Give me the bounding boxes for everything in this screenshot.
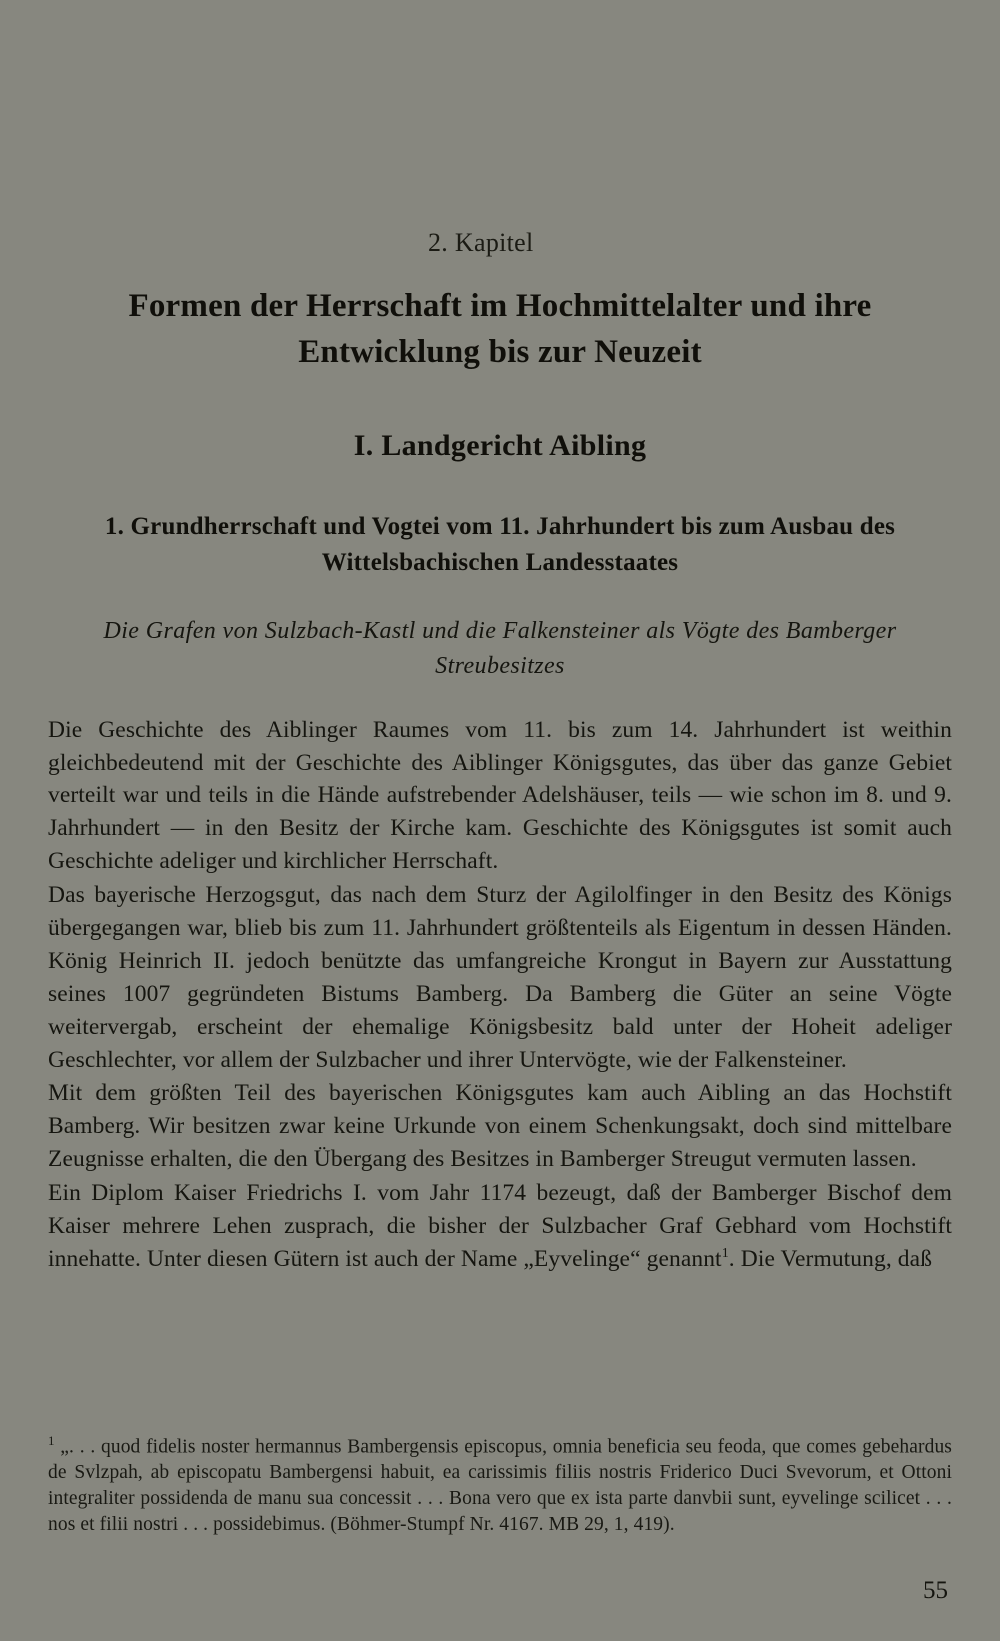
chapter-title: Formen der Herrschaft im Hochmittelalter und ihre Entwicklung bis zur Neuzeit xyxy=(128,288,872,370)
paragraph-4-text-continued: . Die Vermutung, daß xyxy=(728,1245,933,1272)
paragraph-4-text: Ein Diplom Kaiser Friedrichs I. vom Jahr 1174 bezeugt, daß der Bamberger Bischof dem Kaiser mehrere Lehen zusprach, die bisher der Sulzbacher Graf Gebhard vom Hochstift innehatte. Unter diesen Gütern ist auch der Name „Eyvelinge“ genannt xyxy=(48,1180,952,1272)
page-content xyxy=(48,228,952,1276)
section-title: I. Landgericht Aibling xyxy=(353,429,647,463)
italic-subheading: Die Grafen von Sulzbach-Kastl und die Falkensteiner als Vögte des Bamberger Streubesitzes xyxy=(103,618,897,679)
footnote-marker: 1 xyxy=(48,1433,55,1448)
footnote-block xyxy=(48,1432,952,1537)
page-number: 55 xyxy=(923,1577,948,1604)
footnote-text: „. . . quod fidelis noster hermannus Bambergensis episcopus, omnia beneficia seu feoda, que comes gebehardus de Svlzpah, ab episcopatu Bambergensi habuit, ea carissimis filiis nostris Friderico Duci Svevorum, et Ottoni integraliter possidenda de manu sua concessit . . . Bona vero que ex ista parte danvbii sunt, eyvelinge scilicet . . . nos et filii nostri . . . possidebimus. (Böhmer-Stumpf Nr. 4167. MB 29, 1, 419). xyxy=(48,1436,952,1535)
chapter-number: 2. Kapitel xyxy=(428,228,534,257)
paragraph-1: Die Geschichte des Aiblinger Raumes vom 11. bis zum 14. Jahrhundert ist weithin gleichbedeutend mit der Geschichte des Aiblinger Königsgutes, das über das ganze Gebiet verteilt war und teils in die Hände aufstrebender Adelshäuser, teils — wie schon im 8. und 9. Jahrhundert — in den Besitz der Kirche kam. Geschichte des Königsgutes ist somit auch Geschichte adeliger und kirchlicher Herrschaft. xyxy=(48,716,952,875)
footnote-reference-1: 1 xyxy=(721,1246,729,1262)
paragraph-4 xyxy=(48,1177,952,1276)
paragraph-2: Das bayerische Herzogsgut, das nach dem Sturz der Agilolfinger in den Besitz des Königs übergegangen war, blieb bis zum 11. Jahrhundert größtenteils als Eigentum in dessen Händen. König Heinrich II. jedoch benützte das umfangreiche Krongut in Bayern zur Ausstattung seines 1007 gegründeten Bistums Bamberg. Da Bamberg die Güter an seine Vögte weitervergab, erscheint der ehemalige Königsbesitz bald unter der Hoheit adeliger Geschlechter, vor allem der Sulzbacher und ihrer Untervögte, wie der Falkensteiner. xyxy=(48,882,952,1073)
subsection-title: 1. Grundherrschaft und Vogtei vom 11. Jahrhundert bis zum Ausbau des Wittelsbachischen Landesstaates xyxy=(104,513,896,576)
paragraph-3: Mit dem größten Teil des bayerischen Königsgutes kam auch Aibling an das Hochstift Bamberg. Wir besitzen zwar keine Urkunde von einem Schenkungsakt, doch sind mittelbare Zeugnisse erhalten, die den Übergang des Besitzes in Bamberger Streugut vermuten lassen. xyxy=(48,1080,952,1173)
